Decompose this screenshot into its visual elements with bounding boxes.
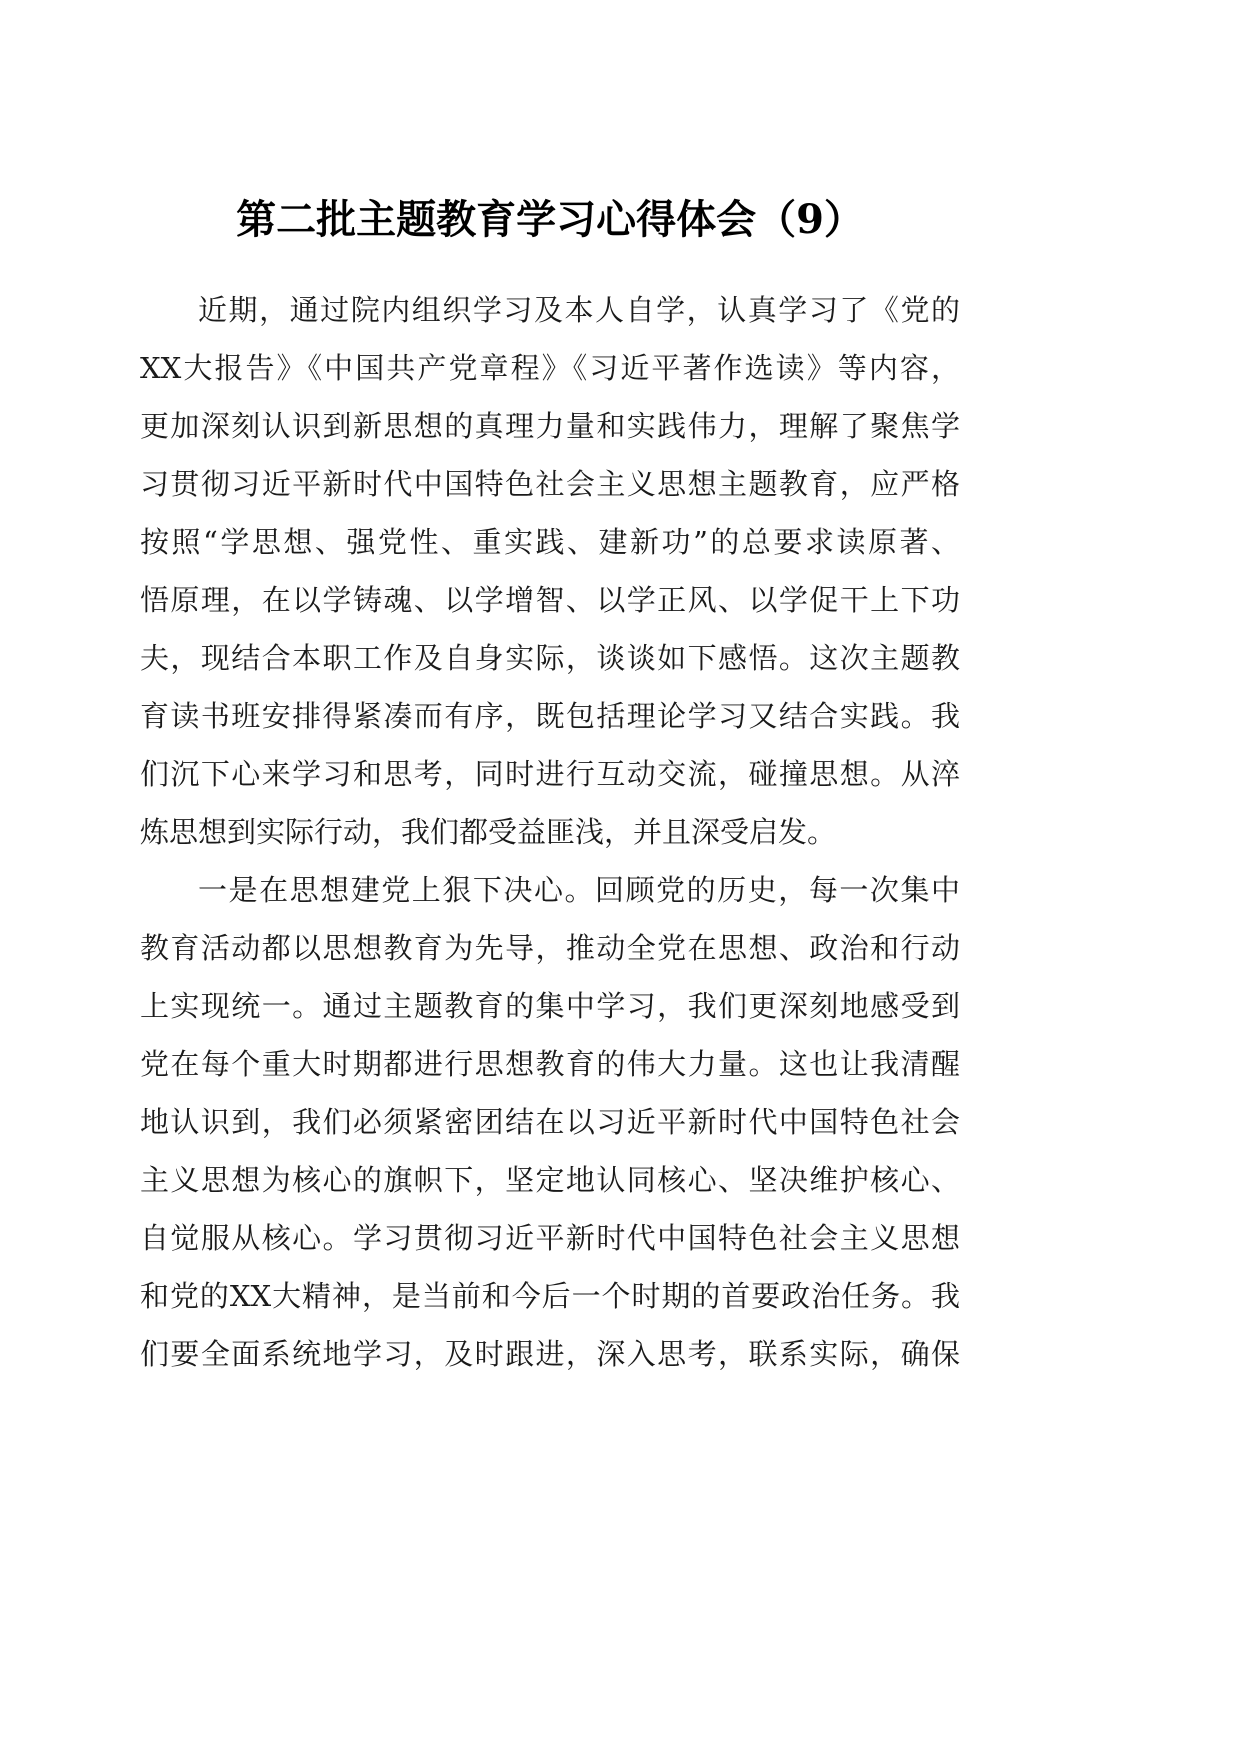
paragraph-line: 近期，通过院内组织学习及本人自学，认真学习了《党的 xyxy=(198,293,960,327)
paragraph-line: 一是在思想建党上狠下决心。回顾党的历史，每一次集中 xyxy=(198,873,960,907)
paragraph-line: 夫，现结合本职工作及自身实际，谈谈如下感悟。这次主题教 xyxy=(140,641,960,675)
paragraph-line: 们要全面系统地学习，及时跟进，深入思考，联系实际，确保 xyxy=(140,1337,960,1371)
paragraph-2 xyxy=(140,861,960,1383)
paragraph-line: 党在每个重大时期都进行思想教育的伟大力量。这也让我清醒 xyxy=(140,1047,960,1081)
paragraph-line: 地认识到，我们必须紧密团结在以习近平新时代中国特色社会 xyxy=(140,1105,960,1139)
paragraph-line: 们沉下心来学习和思考，同时进行互动交流，碰撞思想。从淬 xyxy=(140,757,960,791)
paragraph-line: XX大报告》《中国共产党章程》《习近平著作选读》等内容， xyxy=(140,351,960,385)
paragraph-line: 和党的XX大精神，是当前和今后一个时期的首要政治任务。我 xyxy=(140,1279,960,1313)
paragraph-line: 上实现统一。通过主题教育的集中学习，我们更深刻地感受到 xyxy=(140,989,960,1023)
document-body xyxy=(140,281,960,1383)
paragraph-line: 育读书班安排得紧凑而有序，既包括理论学习又结合实践。我 xyxy=(140,699,960,733)
paragraph-line: 按照“学思想、强党性、重实践、建新功”的总要求读原著、 xyxy=(140,525,960,559)
paragraph-line: 更加深刻认识到新思想的真理力量和实践伟力，理解了聚焦学 xyxy=(140,409,960,443)
document-title: 第二批主题教育学习心得体会（9） xyxy=(236,196,864,243)
paragraph-line: 教育活动都以思想教育为先导，推动全党在思想、政治和行动 xyxy=(140,931,960,965)
paragraph-line: 悟原理，在以学铸魂、以学增智、以学正风、以学促干上下功 xyxy=(140,583,960,617)
paragraph-1 xyxy=(140,281,960,861)
paragraph-line: 自觉服从核心。学习贯彻习近平新时代中国特色社会主义思想 xyxy=(140,1221,960,1255)
paragraph-line: 习贯彻习近平新时代中国特色社会主义思想主题教育，应严格 xyxy=(140,467,960,501)
paragraph-line: 炼思想到实际行动，我们都受益匪浅，并且深受启发。 xyxy=(140,815,837,849)
paragraph-line: 主义思想为核心的旗帜下，坚定地认同核心、坚决维护核心、 xyxy=(140,1163,960,1197)
